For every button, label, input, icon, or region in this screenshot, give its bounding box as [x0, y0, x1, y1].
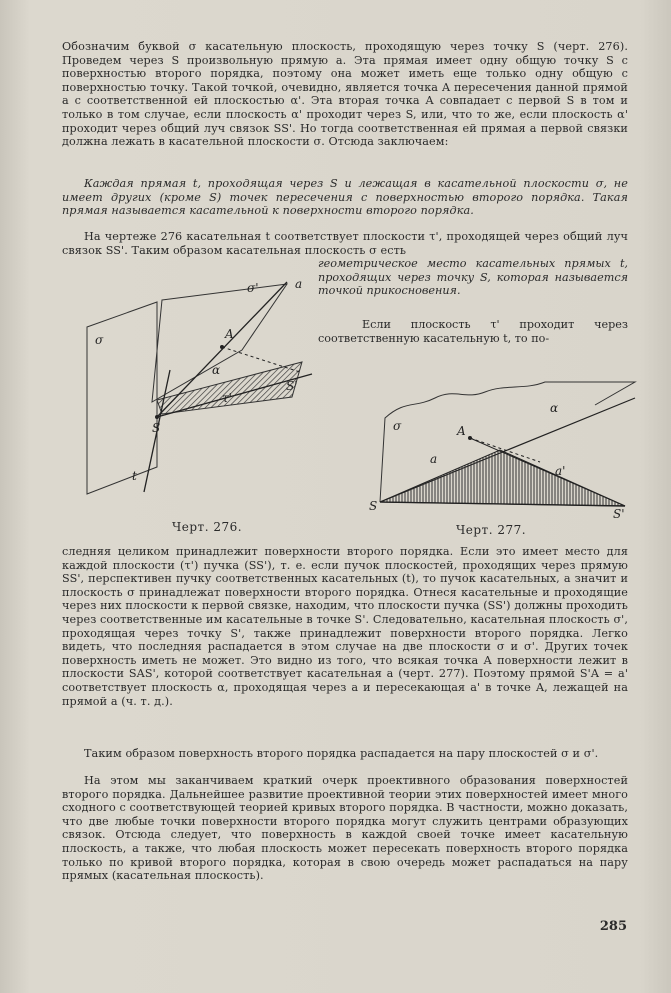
label-S: S	[369, 499, 378, 513]
page-number: 285	[599, 919, 627, 934]
label-A: A	[225, 327, 234, 341]
plane-tau-prime	[157, 362, 302, 414]
paragraph-theorem: Каждая прямая t, проходящая через S и лежащая в касательной плоскости σ, не имеет других (кроме S) точек пересечения с поверхностью второго порядка. Такая прямая называется касательной к поверхности второго порядка.	[62, 177, 628, 218]
label-a-prime: a'	[555, 464, 566, 478]
label-sigma-prime: σ'	[247, 281, 259, 295]
label-S: S	[152, 421, 161, 435]
label-S-prime: S'	[286, 379, 298, 393]
label-alpha: α	[550, 401, 559, 415]
label-a: a	[295, 277, 303, 291]
caption-277: Черт. 277.	[456, 523, 527, 537]
paragraph-7: На этом мы заканчиваем краткий очерк проективного образования поверхностей второго порядка. Дальнейшее развитие проективной теории этих поверхностей имеет много сходного с соответствующей теорией кривых второго порядка. В частности, можно доказать, что две любые точки поверхности второго порядка могут служить центрами образующих связок. Отсюда следует, что поверхность в каждой своей точке имеет касательную плоскость, а также, что любая плоскость может пересекать поверхность второго порядка только по кривой второго порядка, которая в свою очередь может распадаться на пару прямых (касательная плоскость).	[62, 774, 628, 883]
label-t: t	[132, 469, 137, 483]
point-A	[468, 436, 472, 440]
hatched-region	[380, 450, 625, 506]
label-S-prime: S'	[613, 507, 625, 520]
point-A	[220, 345, 224, 349]
label-sigma: σ	[393, 419, 402, 433]
label-a: a	[430, 452, 438, 466]
paragraph-6: Таким образом поверхность второго порядка распадается на пару плоскостей σ и σ'.	[84, 747, 599, 760]
caption-276: Черт. 276.	[172, 520, 243, 534]
paragraph-4a: Если плоскость τ' проходит через соответственную касательную t, то по-	[318, 318, 628, 345]
plane-sigma	[87, 302, 157, 494]
paragraph-3a: На чертеже 276 касательная t соответствует плоскости τ', проходящей через общий луч связок SS'. Таким образом касательная плоскость σ есть	[62, 230, 628, 257]
label-tau-prime: τ'	[222, 391, 232, 405]
figure-276	[62, 262, 332, 507]
paragraph-3b: геометрическое место касательных прямых t, проходящих через точку S, которая называется точкой прикосновения.	[318, 257, 628, 298]
label-alpha: α	[212, 363, 221, 377]
figure-277	[365, 380, 640, 520]
label-sigma: σ	[95, 333, 104, 347]
paragraph-1: Обозначим буквой σ касательную плоскость, проходящую через точку S (черт. 276). Проведем через S произвольную прямую a. Эта прямая имеет одну общую точку S с поверхностью второго порядка, поэтому она может иметь еще только одну общую с поверхностью точку. Такой точкой, очевидно, является точка A пересечения данной прямой a с соответственной ей плоскостью α'. Эта вторая точка A совпадает с первой S в том и только в том случае, если плоскость α' проходит через S, или, что то же, если плоскость α' проходит через общий луч связок SS'. Но тогда соответственная ей прямая a первой связки должна лежать в касательной плоскости σ. Отсюда заключаем:	[62, 40, 628, 149]
point-S	[155, 415, 159, 419]
paragraph-5: следняя целиком принадлежит поверхности второго порядка. Если это имеет место для каждой плоскости (τ') пучка (SS'), т. е. если пучок плоскостей, проходящих через прямую SS', перспективен пучку соответственных касательных (t), то пучок касательных, а значит и плоскость σ принадлежат поверхности второго порядка. Отнеся касательные и проходящие через них плоскости к первой связке, находим, что плоскости пучка (SS') должны проходить через соответственные им касательные в точке S'. Следовательно, касательная плоскость σ', проходящая через точку S', также принадлежит поверхности второго порядка. Легко видеть, что последняя распадается в этом случае на две плоскости σ и σ'. Других точек поверхность иметь не может. Это видно из того, что всякая точка A поверхности лежит в плоскости SAS', которой соответствует касательная a (черт. 277). Поэтому прямой S'A = a' соответствует плоскость α, проходящая через a и пересекающая a' в точке A, лежащей на прямой a (ч. т. д.).	[62, 545, 629, 708]
label-A: A	[457, 424, 466, 438]
